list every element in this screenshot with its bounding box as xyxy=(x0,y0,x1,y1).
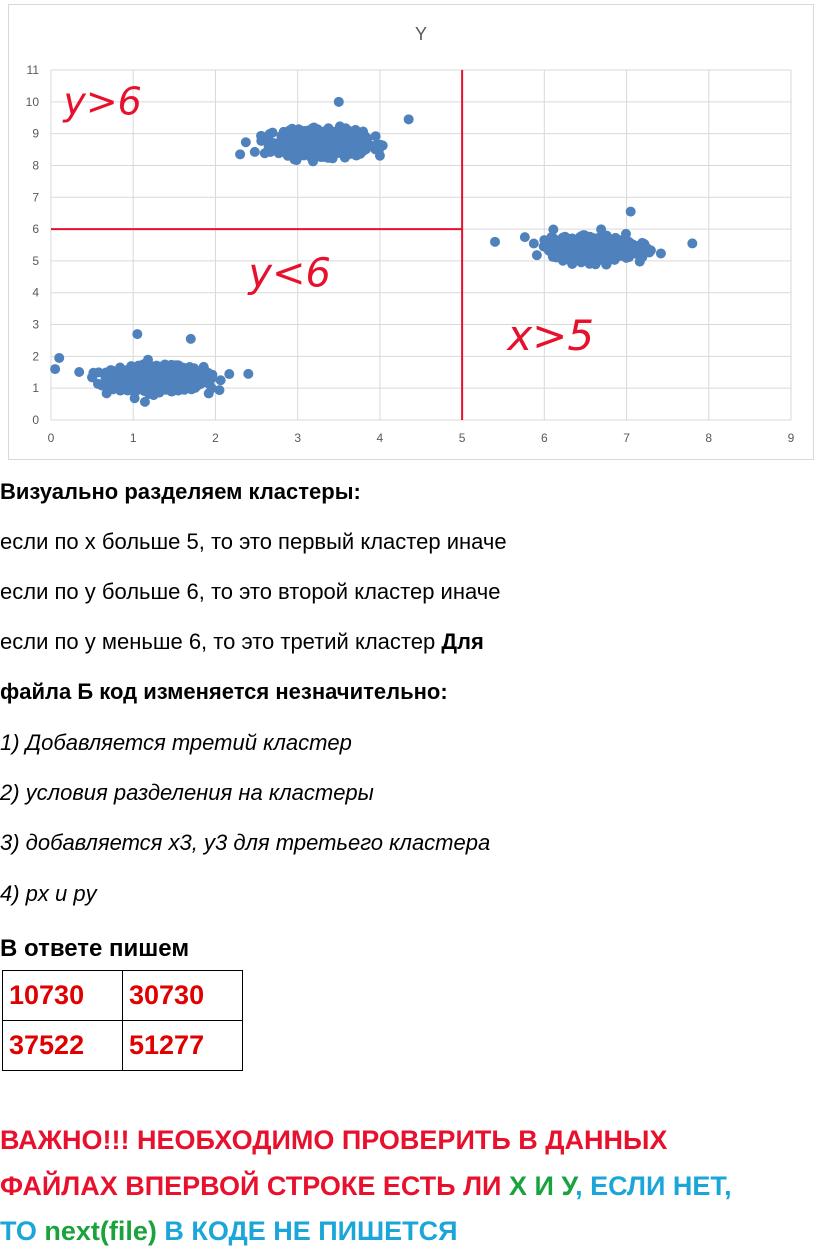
y-tick-label: 0 xyxy=(32,413,39,427)
change-item-1: 1) Добавляется третий кластер xyxy=(0,730,352,755)
rule-line-1: если по x больше 5, то это первый кластер иначе xyxy=(0,529,507,554)
scatter-point xyxy=(569,254,579,264)
answer-table xyxy=(2,970,243,1071)
scatter-point xyxy=(175,371,185,381)
scatter-point xyxy=(224,369,234,379)
scatter-point xyxy=(153,383,163,393)
scatter-point xyxy=(540,240,550,250)
warning-next-file: next(file) xyxy=(44,1216,157,1246)
scatter-point xyxy=(577,242,587,252)
scatter-point xyxy=(321,144,331,154)
scatter-point xyxy=(529,239,539,249)
scatter-point xyxy=(74,367,84,377)
warning-line-2-text: ФАЙЛАХ ВПЕРВОЙ СТРОКЕ ЕСТЬ ЛИ xyxy=(0,1171,509,1201)
scatter-point xyxy=(327,136,337,146)
scatter-point xyxy=(216,375,226,385)
scatter-point xyxy=(192,374,202,384)
x-tick-label: 9 xyxy=(787,431,795,445)
scatter-point xyxy=(165,372,175,382)
x-tick-label: 8 xyxy=(705,431,713,445)
rule-line-2: если по y больше 6, то это второй кластер иначе xyxy=(0,579,501,604)
warning-comma: , xyxy=(575,1171,583,1201)
scatter-point xyxy=(177,380,187,390)
scatter-point xyxy=(626,207,636,217)
scatter-point xyxy=(264,135,274,145)
scatter-chart xyxy=(8,4,814,460)
scatter-point xyxy=(106,365,116,375)
x-tick-label: 2 xyxy=(212,431,219,445)
scatter-point xyxy=(54,353,64,363)
scatter-point xyxy=(559,232,569,242)
scatter-point xyxy=(520,232,530,242)
scatter-point xyxy=(94,367,104,377)
heading-visual-split: Визуально разделяем кластеры: xyxy=(0,479,361,504)
scatter-point xyxy=(132,329,142,339)
y-tick-label: 11 xyxy=(26,63,39,77)
answer-cell: 30730 xyxy=(123,971,243,1021)
x-tick-label: 5 xyxy=(458,431,466,445)
warning-if-not: ЕСЛИ НЕТ, xyxy=(582,1171,732,1201)
scatter-point xyxy=(203,368,213,378)
scatter-point xyxy=(358,127,368,137)
y-tick-label: 5 xyxy=(32,253,39,268)
handwritten-annotation: x>5 xyxy=(507,311,595,360)
scatter-point xyxy=(404,114,414,124)
scatter-point xyxy=(334,97,344,107)
handwritten-annotation: y>6 xyxy=(63,79,142,124)
scatter-point xyxy=(243,369,253,379)
y-tick-label: 8 xyxy=(32,158,39,173)
x-tick-label: 6 xyxy=(540,431,548,445)
scatter-point xyxy=(656,248,666,258)
y-tick-label: 4 xyxy=(32,285,39,300)
warning-not-written: В КОДЕ НЕ ПИШЕТСЯ xyxy=(156,1216,458,1246)
scatter-point xyxy=(590,240,600,250)
x-tick-label: 0 xyxy=(47,431,55,445)
change-item-3: 3) добавляется x3, y3 для третьего кластера xyxy=(0,830,491,855)
scatter-point xyxy=(120,371,130,381)
scatter-point xyxy=(375,151,385,161)
scatter-point xyxy=(134,373,144,383)
warning-to: ТО xyxy=(0,1216,45,1246)
scatter-point xyxy=(341,145,351,155)
y-tick-label: 6 xyxy=(32,222,39,237)
x-tick-label: 3 xyxy=(294,431,302,445)
answer-cell: 10730 xyxy=(3,971,123,1021)
scatter-point xyxy=(603,246,613,256)
scatter-point xyxy=(204,379,214,389)
x-tick-label: 7 xyxy=(623,431,630,445)
table-row xyxy=(3,1021,243,1071)
scatter-point xyxy=(585,252,595,262)
scatter-point xyxy=(279,147,289,157)
chart-canvas xyxy=(9,5,815,461)
warning-line-3 xyxy=(0,1215,458,1247)
scatter-point xyxy=(241,137,251,147)
scatter-point xyxy=(687,238,697,248)
y-tick-label: 9 xyxy=(32,126,39,141)
scatter-point xyxy=(250,147,260,157)
chart-title: Y xyxy=(414,24,428,44)
answer-heading: В ответе пишем xyxy=(0,935,190,962)
scatter-point xyxy=(361,139,371,149)
x-tick-label: 4 xyxy=(376,431,384,445)
handwritten-annotation: y<6 xyxy=(248,250,331,297)
scatter-point xyxy=(532,250,542,260)
scatter-point xyxy=(371,131,381,141)
answer-cell: 37522 xyxy=(3,1021,123,1071)
scatter-point xyxy=(50,364,60,374)
scatter-point xyxy=(336,134,346,144)
warning-line-1: ВАЖНО!!! НЕОБХОДИМО ПРОВЕРИТЬ В ДАННЫХ xyxy=(0,1125,668,1155)
scatter-point xyxy=(140,397,150,407)
y-tick-label: 2 xyxy=(32,349,39,364)
scatter-point xyxy=(286,131,296,141)
y-tick-label: 1 xyxy=(32,381,39,396)
scatter-point xyxy=(558,243,568,253)
scatter-point xyxy=(235,149,245,159)
scatter-point xyxy=(307,128,317,138)
y-tick-label: 10 xyxy=(25,94,39,109)
scatter-point xyxy=(638,244,648,254)
rule-line-3 xyxy=(0,629,484,655)
rule-line-3-text: если по y меньше 6, то это третий кластер xyxy=(0,629,442,654)
change-item-2: 2) условия разделения на кластеры xyxy=(0,780,374,805)
y-tick-label: 7 xyxy=(32,190,39,205)
scatter-point xyxy=(560,252,570,262)
scatter-point xyxy=(601,260,611,270)
y-tick-label: 3 xyxy=(32,317,39,332)
warning-and: И xyxy=(526,1171,562,1201)
warning-line-2 xyxy=(0,1170,732,1202)
scatter-point xyxy=(490,237,500,247)
file-b-heading: файла Б код изменяется незначительно: xyxy=(0,679,448,704)
table-row xyxy=(3,971,243,1021)
change-item-4: 4) px и py xyxy=(0,881,97,906)
warning-x-letter: X xyxy=(508,1171,527,1201)
rule-line-3-bold: Для xyxy=(441,629,484,654)
scatter-point xyxy=(186,334,196,344)
x-tick-label: 1 xyxy=(129,431,137,445)
answer-cell: 51277 xyxy=(123,1021,243,1071)
warning-y-letter: У xyxy=(561,1171,576,1201)
